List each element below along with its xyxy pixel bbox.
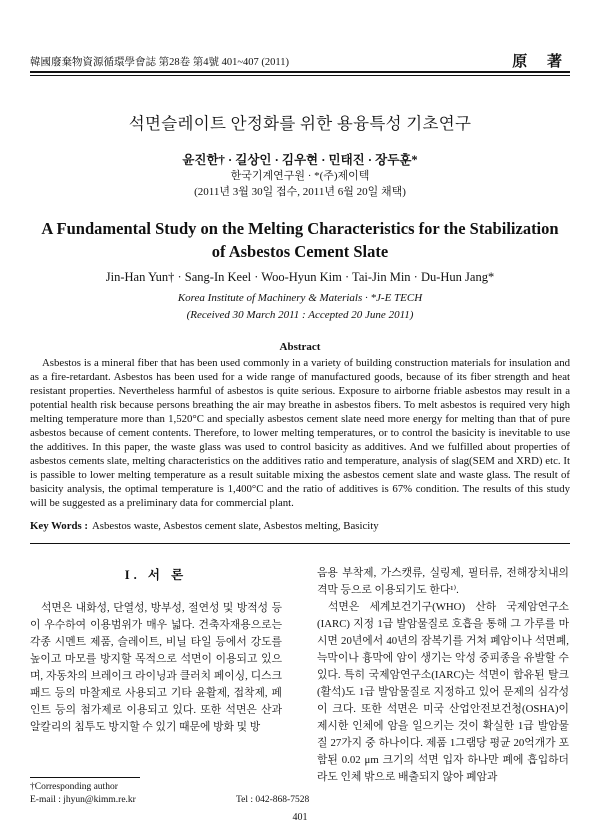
english-affiliation: Korea Institute of Machinery & Materials · *J-E TECH (177, 292, 423, 304)
section-divider (30, 543, 570, 544)
english-title-line1: A Fundamental Study on the Melting Characteristics for the Stabilization (41, 219, 559, 238)
english-title-line2: of Asbestos Cement Slate (211, 242, 389, 261)
korean-affiliation: 한국기계연구원 · *(주)제이텍 (230, 170, 370, 182)
footnote-tel: Tel : 042-868-7528 (236, 795, 310, 805)
korean-title: 석면슬레이트 안정화를 위한 용융특성 기초연구 (128, 114, 472, 133)
intro-paragraph-continued: 음용 부착제, 가스캣류, 실링제, 필터류, 전해장치내의 격막 등으로 이용되기도 한다¹⁾. (317, 567, 569, 596)
abstract-body: Asbestos is a mineral fiber that has been used commonly in a variety of building construction materials for insulation and as a fire-retardant. Asbestos has been used for a wide range of manufactured goods, because of its fiber strength and heat resistant properties. Nevertheless harmful of asbestos is quite serious. Exposure to airborne friable asbestos may result in a potential health risk because persons breathing the air may breathe in asbestos fibers. To melt asbestos is required very high melting temperature more than 1,520°C and specially asbestos cement slate need more energy for melting than that of pure asbestos because of cement contents. Therefore, to lower melting temperatures, or to control the basicity is inevitable to use the additives. In this paper, the waste glass was used to control basicity as additives. And we fulfilled about properties of asbestos cements slate, melting characteristics on the additives ratio and temperature, analysis of slag(SEM and XRD) etc. It is passible to lower melting temperature as a result suitable mixing the asbestos cement slate and waste glass. The result of basicity analysis, the optimal temperature is 1,400°C and the ratio of additives is 67% condition. The results of this study will be suggested as a preliminary data for commercial plant. (30, 357, 570, 509)
right-column (317, 565, 569, 786)
intro-paragraph-1: 석면은 내화성, 단열성, 방부성, 절연성 및 방적성 등이 우수하여 이용범위가 매우 넓다. 건축자재용으로는 각종 시멘트 제품, 슬레이트, 비닐 타일 등에서 강도를 높이고 마모를 방지할 목적으로 석면이 이용되고 있으며, 자동차의 브레이크 라이닝과 클러치 페이싱, 디스크 패드 등의 마찰제로 사용되고 기타 윤활제, 접착제, 페인트 등의 첨가제로 이용되고 있다. 또한 석면은 산과 알칼리의 침투도 방지할 수 있기 때문에 방화 및 방 (30, 602, 282, 733)
keywords-text: Asbestos waste, Asbestos cement slate, Asbestos melting, Basicity (92, 520, 379, 532)
footnote-corresponding: †Corresponding author (30, 782, 118, 792)
running-header (30, 52, 570, 72)
english-authors: Jin-Han Yun† · Sang-In Keel · Woo-Hyun Kim · Tai-Jin Min · Du-Hun Jang* (105, 270, 495, 284)
section-title-introduction: I. 서 론 (124, 568, 188, 582)
footnote-rule (30, 777, 140, 778)
journal-citation: 韓國廢棄物資源循環學會誌 第28卷 第4號 401~407 (2011) (30, 57, 290, 68)
korean-authors: 윤진한† · 길상인 · 김우현 · 민태진 · 장두훈* (182, 153, 418, 167)
intro-paragraph-2: 석면은 세계보건기구(WHO) 산하 국제암연구소(IARC) 지정 1급 발암물질로 호흡을 통해 그 가루를 마시면 20년에서 40년의 잠복기를 거쳐 폐암이나 석면폐, 늑막이나 흉막에 암이 생기는 악성 중피종을 유발할 수 있다. 특히 국제암연구소(IARC)는 석면이 함유된 탈크(활석)도 1급 발암물질로 지정하고 있어 문제의 심각성이 크다. 또한 석면은 미국 산업안전보건청(OSHA)이 제시한 인체에 암을 일으키는 것이 확실한 1급 발암물질 27가지 중 하나이다. 제품 1그램당 평균 20억개가 포함된 0.02 μm 크기의 석면 입자 하나만 폐에 흡입하더라도 인체 밖으로 배출되지 않아 폐암과 (317, 601, 569, 783)
keywords-label: Key Words : (30, 520, 88, 532)
abstract-heading: Abstract (279, 341, 321, 353)
page-number: 401 (292, 812, 308, 823)
english-title (0, 217, 600, 263)
header-rule (30, 71, 570, 73)
keywords (30, 520, 570, 532)
english-dates: (Received 30 March 2011 : Accepted 20 June 2011) (186, 309, 414, 321)
article-type: 原 著 (512, 54, 570, 70)
korean-dates: (2011년 3월 30일 접수, 2011년 6월 20일 채택) (194, 186, 406, 198)
header-rule-thin (30, 75, 570, 76)
left-column (30, 600, 282, 736)
footnote-email: E-mail : jhyun@kimm.re.kr (30, 795, 136, 805)
